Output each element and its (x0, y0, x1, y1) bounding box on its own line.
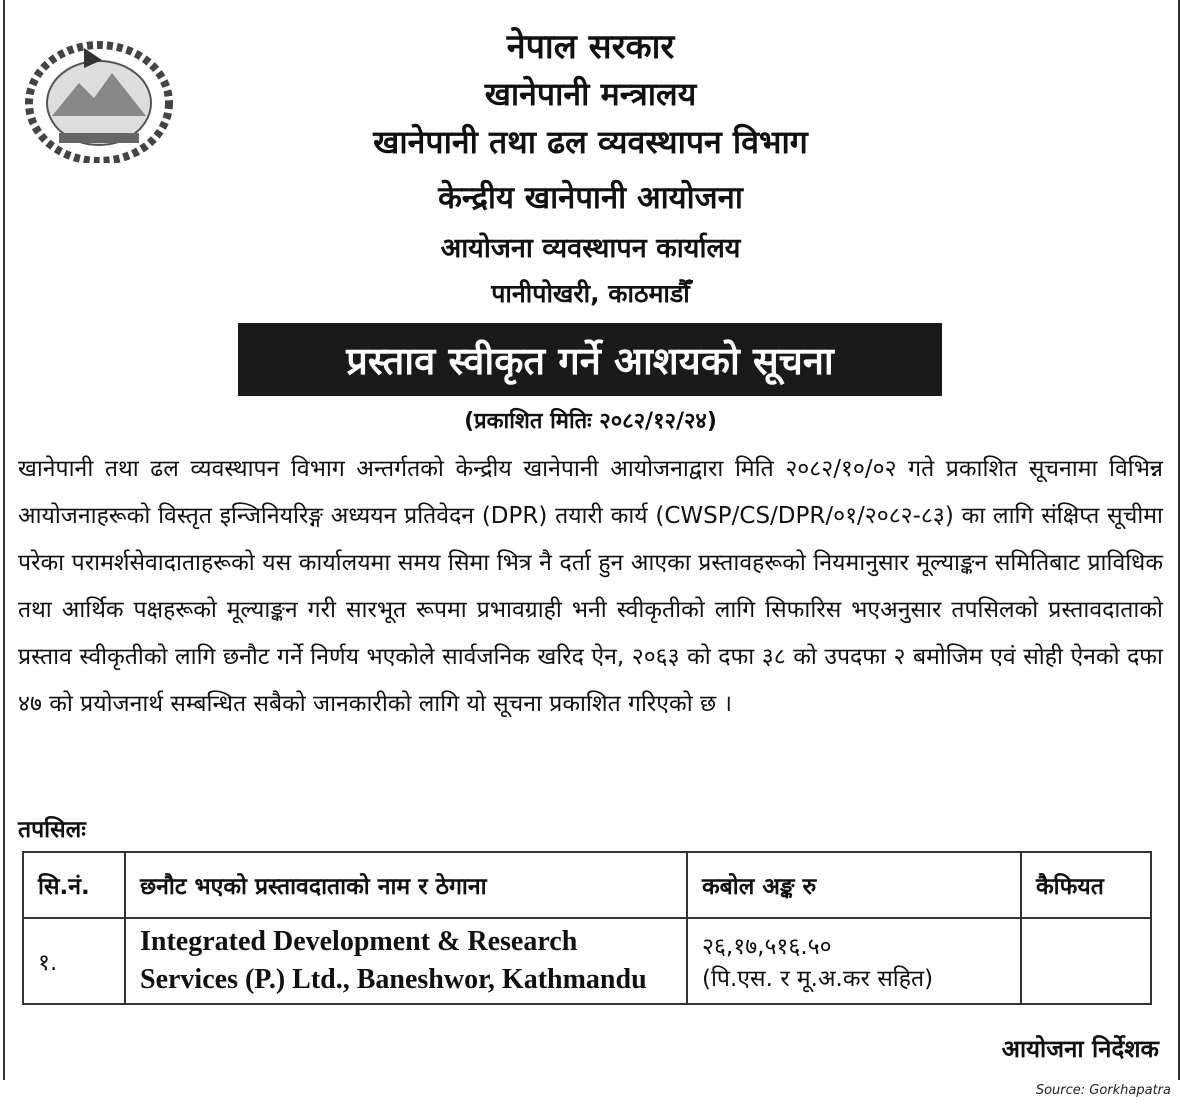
col-header-amount: कबोल अङ्क रु (687, 852, 1021, 918)
cell-bidder-name: Integrated Development & Research Services (P.) Ltd., Baneshwor, Kathmandu (125, 918, 687, 1004)
col-header-remarks: कैफियत (1021, 852, 1151, 918)
cell-remarks (1021, 918, 1151, 1004)
table-header-row (23, 852, 1151, 918)
tapsil-label: तपसिलः (18, 817, 86, 843)
cell-amount (687, 918, 1021, 1004)
amount-note: (पि.एस. र मू.अ.कर सहित) (702, 966, 934, 992)
notice-title: प्रस्ताव स्वीकृत गर्ने आशयको सूचना (346, 338, 834, 383)
header-line-ministry: खानेपानी मन्त्रालय (484, 75, 697, 113)
cell-sn: १. (23, 918, 125, 1004)
notice-title-banner (238, 323, 942, 396)
signatory: आयोजना निर्देशक (1001, 1035, 1159, 1063)
table-row (23, 918, 1151, 1004)
published-date: (प्रकाशित मितिः २०८२/१२/२४) (464, 409, 717, 434)
selected-bidder-table (22, 851, 1152, 1005)
col-header-name: छनौट भएको प्रस्तावदाताको नाम र ठेगाना (125, 852, 687, 918)
header-line-project: केन्द्रीय खानेपानी आयोजना (438, 180, 743, 216)
header-line-government: नेपाल सरकार (506, 27, 675, 67)
col-header-sn: सि.नं. (23, 852, 125, 918)
header-line-office: आयोजना व्यवस्थापन कार्यालय (440, 233, 741, 264)
header-line-department: खानेपानी तथा ढल व्यवस्थापन विभाग (373, 123, 808, 161)
source-credit: Source: Gorkhapatra (1035, 1083, 1171, 1098)
notice-body: खानेपानी तथा ढल व्यवस्थापन विभाग अन्तर्गतको केन्द्रीय खानेपानी आयोजनाद्वारा मिति २०८२/१०/०२ गते प्रकाशित सूचनामा विभिन्न आयोजनाहरूको विस्तृत इन्जिनियरिङ्ग अध्ययन प्रतिवेदन (DPR) तयारी कार्य (CWSP/CS/DPR/०१/२०८२-८३) का लागि संक्षिप्त सूचीमा परेका परामर्शसेवादाताहरूको यस कार्यालयमा समय सिमा भित्र नै दर्ता हुन आएका प्रस्तावहरूको नियमानुसार मूल्याङ्कन समितिबाट प्राविधिक तथा आर्थिक पक्षहरूको मूल्याङ्कन गरी सारभूत रूपमा प्रभावग्राही भनी स्वीकृतीको लागि सिफारिस भएअनुसार तपसिलको प्रस्तावदाताको प्रस्ताव स्वीकृतीको लागि छनौट गर्ने निर्णय भएकोले सार्वजनिक खरिद ऐन, २०६३ को दफा ३८ को उपदफा २ बमोजिम एवं सोही ऐनको दफा ४७ को प्रयोजनार्थ सम्बन्धित सबैको जानकारीको लागि यो सूचना प्रकाशित गरिएको छ । (18, 456, 1163, 717)
amount-value: २६,१७,५१६.५० (702, 934, 832, 960)
header-line-address: पानीपोखरी, काठमाडौँ (491, 279, 690, 308)
